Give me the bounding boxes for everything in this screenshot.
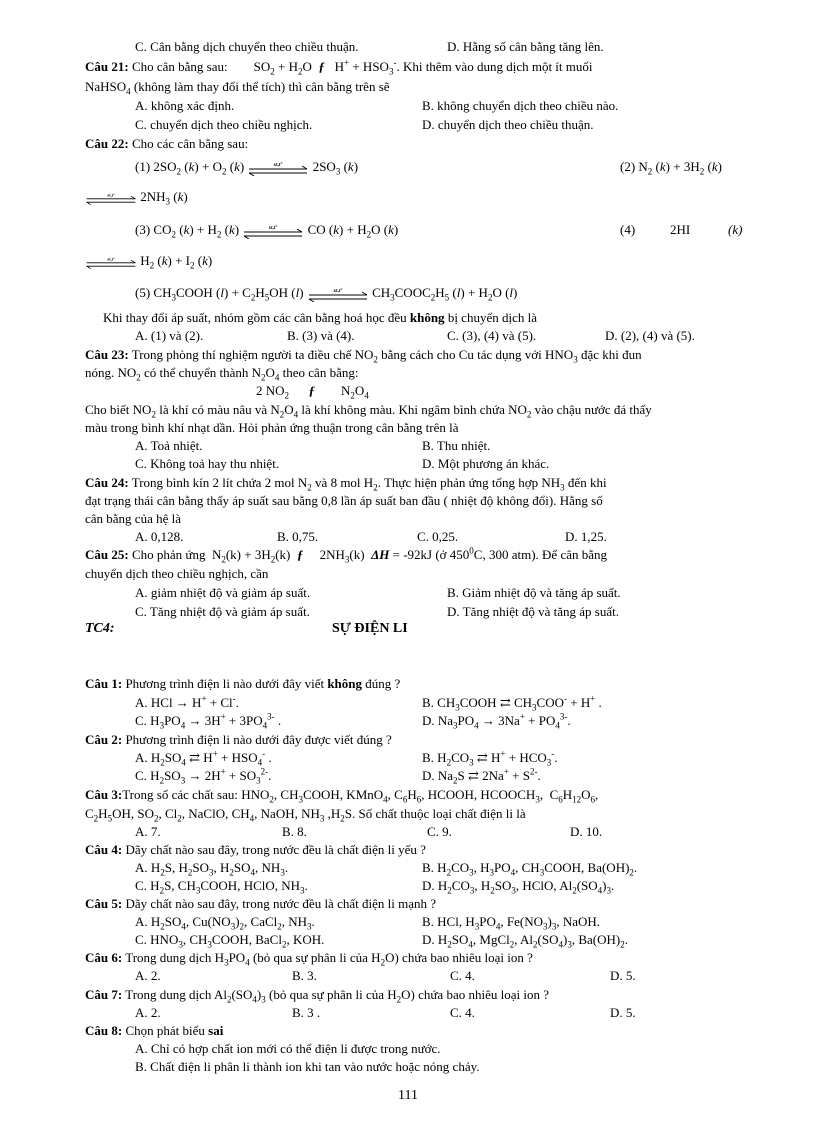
question-21-option-c: C. chuyển dịch theo chiều nghịch. bbox=[135, 117, 313, 132]
question-21-text2: Khi thêm vào dung dịch một ít muối bbox=[402, 59, 593, 74]
reaction-4-right: $H_2$ $(k) + I_2$ (k) bbox=[85, 252, 212, 272]
s-question-7-option-c: C. 4. bbox=[450, 1005, 475, 1020]
question-22-option-c: C. (3), (4) và (5). bbox=[447, 328, 537, 343]
reaction-1: (1) $2SO_2$ $(k) + O_2$ (k) $2SO_3$ (k) bbox=[135, 159, 359, 177]
s-question-5-option-d: D. $H_2SO_4$, MgCl$_2$, $Al_2(SO_4)_3$, $Ba(OH)_2$. bbox=[422, 932, 628, 950]
s-question-4-label: Câu 4: bbox=[85, 842, 123, 857]
question-24-option-c: C. 0,25. bbox=[417, 529, 459, 544]
reaction-2-right: $2NH_3$ (k) bbox=[85, 188, 188, 208]
s-question-4-option-b: B. $H_2CO_3$, $H_3PO_4$, $CH_3COOH$, $Ba(OH)_2$. bbox=[422, 860, 638, 878]
equilibrium-arrow-icon bbox=[85, 254, 137, 270]
s-question-2-label: Câu 2: bbox=[85, 732, 123, 747]
question-23-line2: nóng. $NO_2$ có thể chuyển thành $N_2O_4$ theo cân bằng: bbox=[85, 365, 359, 383]
s-question-5-option-b: B. HCl, $H_3PO_4$, $Fe(NO_3)_3$, NaOH. bbox=[422, 914, 600, 932]
s-question-6-option-d: D. 5. bbox=[610, 968, 636, 983]
reaction-3: (3) $CO_2$ $(k) + H_2$ (k) CO $(k) + H_2O$ (k) bbox=[135, 222, 399, 240]
s-question-7-option-a: A. 2. bbox=[135, 1005, 161, 1020]
s-question-3-line2: $C_2H_5OH$, $SO_2$, $Cl_2$, NaClO, $CH_4$, NaOH, $NH_3$ $,H_2S$. Số chất thuộc loại chất điện li là bbox=[85, 806, 526, 824]
question-21-line2: NaHSO$_4$ (không làm thay đổi thể tích) thì cân bằng trên sẽ bbox=[85, 79, 390, 97]
question-23-option-c: C. Không toả hay thu nhiệt. bbox=[135, 456, 280, 471]
question-22-line1 bbox=[85, 135, 248, 152]
equilibrium-arrow-icon bbox=[247, 160, 309, 176]
question-25-label: Câu 25: bbox=[85, 547, 129, 562]
section-code: TC4: bbox=[85, 621, 115, 636]
s-question-3-option-a: A. 7. bbox=[135, 824, 161, 839]
question-22-option-a: A. (1) và (2). bbox=[135, 328, 204, 343]
question-23-line3: Cho biết $NO_2$ là khí có màu nâu và $N_2O_4$ là khí không màu. Khi ngâm bình chứa $NO_2$ vào chậu nước đá thấy bbox=[85, 402, 652, 420]
prev-option-c: C. Cân bằng dịch chuyển theo chiều thuận. bbox=[135, 39, 359, 54]
s-question-6-option-a: A. 2. bbox=[135, 968, 161, 983]
s-question-3-option-d: D. 10. bbox=[570, 824, 603, 839]
question-23-line4: màu trong bình khí nhạt dần. Hỏi phản ứng thuận trong cân bằng trên là bbox=[85, 420, 459, 435]
question-21-label: Câu 21: bbox=[85, 59, 129, 74]
question-24-label: Câu 24: bbox=[85, 475, 129, 490]
question-21-option-d: D. chuyển dịch theo chiều thuận. bbox=[422, 117, 594, 132]
s-question-2-line1: Câu 2: Phương trình điện li nào dưới đây được viết đúng ? bbox=[85, 732, 392, 747]
s-question-1-label: Câu 1: bbox=[85, 676, 123, 691]
s-question-7-option-d: D. 5. bbox=[610, 1005, 636, 1020]
question-25-option-d: D. Tăng nhiệt độ và tăng áp suất. bbox=[447, 604, 619, 619]
s-question-2-option-d: D. $Na_2S$ ⇄ $2Na^+ + S^{2-}$. bbox=[422, 766, 541, 786]
question-22-prompt: Khi thay đổi áp suất, nhóm gồm các cân bằng hoá học đều không bị chuyển dịch là bbox=[103, 310, 537, 325]
s-question-8-option-a: A. Chỉ có hợp chất ion mới có thể điện li được trong nước. bbox=[135, 1041, 441, 1056]
s-question-8-line1: Câu 8: Chọn phát biểu sai bbox=[85, 1023, 224, 1038]
page-number: 111 bbox=[398, 1088, 418, 1103]
s-question-6-option-b: B. 3. bbox=[292, 968, 317, 983]
question-24-option-b: B. 0,75. bbox=[277, 529, 319, 544]
question-24-option-d: D. 1,25. bbox=[565, 529, 607, 544]
question-21-text: Cho cân bằng sau: bbox=[131, 59, 228, 74]
reaction-2-left: (2) $N_2$ $(k) + 3H_2$ (k) bbox=[620, 159, 722, 177]
s-question-8-option-b: B. Chất điện li phân li thành ion khi tan vào nước hoặc nóng chảy. bbox=[135, 1059, 480, 1074]
question-23-equation: 2 $NO_2$ ƒ $N_2O_4$ bbox=[256, 383, 369, 401]
question-21-option-a: A. không xác định. bbox=[135, 98, 235, 113]
question-22-option-d: D. (2), (4) và (5). bbox=[605, 328, 695, 343]
s-question-5-option-a: A. $H_2SO_4$, $Cu(NO_3)_2$, CaCl$_2$, $NH_3$. bbox=[135, 914, 315, 932]
s-question-1-option-a: A. HCl → H+ + Cl-. bbox=[135, 693, 239, 710]
s-question-7-label: Câu 7: bbox=[85, 987, 123, 1002]
s-question-3-label: Câu 3: bbox=[85, 787, 123, 802]
question-22-text: Cho các cân bằng sau: bbox=[131, 136, 249, 151]
question-23-line1: Câu 23: Trong phòng thí nghiệm người ta điều chế $NO_2$ bằng cách cho Cu tác dụng với $HNO_3$ đặc khi đun bbox=[85, 347, 642, 365]
question-21-option-b: B. không chuyển dịch theo chiều nào. bbox=[422, 98, 619, 113]
s-question-4-option-c: C. $H_2S$, $CH_3COOH$, HClO, $NH_3$. bbox=[135, 878, 308, 896]
s-question-5-option-c: C. $HNO_3$, $CH_3COOH$, BaCl$_2$, KOH. bbox=[135, 932, 325, 950]
s-question-4-option-d: D. $H_2CO_3$, $H_2SO_3$, HClO, $Al_2(SO_4)_3$. bbox=[422, 878, 615, 896]
question-22-label: Câu 22: bbox=[85, 136, 129, 151]
section-title: SỰ ĐIỆN LI bbox=[332, 621, 408, 636]
question-25-line2: chuyển dịch theo chiều nghịch, cần bbox=[85, 566, 269, 581]
s-question-6-option-c: C. 4. bbox=[450, 968, 475, 983]
reaction-4-num: (4) bbox=[620, 222, 636, 237]
s-question-8-label: Câu 8: bbox=[85, 1023, 123, 1038]
s-question-5-label: Câu 5: bbox=[85, 896, 123, 911]
s-question-1-option-d: D. $Na_3PO_4 \to 3Na^+ + PO_4^{3-}$. bbox=[422, 711, 571, 731]
s-question-5-line1: Câu 5: Dãy chất nào sau đây, trong nước đều là chất điện li mạnh ? bbox=[85, 896, 436, 911]
s-question-3-option-c: C. 9. bbox=[427, 824, 452, 839]
s-question-1-line1: Câu 1: Phương trình điện li nào dưới đây viết không đúng ? bbox=[85, 676, 401, 691]
question-24-line2: đạt trạng thái cân bằng thấy áp suất sau bằng 0,8 lần áp suất ban đầu ( nhiệt độ không đổi). Hằng số bbox=[85, 493, 603, 508]
equilibrium-arrow-icon bbox=[307, 286, 369, 302]
question-24-line3: cân bằng của hệ là bbox=[85, 511, 182, 526]
question-24-option-a: A. 0,128. bbox=[135, 529, 184, 544]
question-23-option-b: B. Thu nhiệt. bbox=[422, 438, 491, 453]
question-25-option-b: B. Giảm nhiệt độ và tăng áp suất. bbox=[447, 585, 621, 600]
s-question-7-line1: Câu 7: Trong dung dịch $Al_2(SO_4)_3$ (bỏ qua sự phân li của $H_2O$) chứa bao nhiêu loại ion ? bbox=[85, 987, 549, 1005]
question-23-option-a: A. Toả nhiệt. bbox=[135, 438, 203, 453]
question-25-line1: Câu 25: Cho phản ứng $N_2(k) + 3H_2(k)$ ƒ $2NH_3(k) \Delta H = -92kJ$ (ở $450^0C$, 300 atm). Để cân bằng bbox=[85, 545, 608, 565]
s-question-2-option-b: B. $H_2CO_3$ ⇄ $H^+ + HCO_3^-$. bbox=[422, 748, 558, 768]
s-question-1-option-b: B. $CH_3COOH$ ⇄ $CH_3COO^- + H^+$ . bbox=[422, 693, 602, 713]
question-22-option-b: B. (3) và (4). bbox=[287, 328, 355, 343]
question-23-label: Câu 23: bbox=[85, 347, 129, 362]
reaction-5: (5) $CH_3COOH$ $(l) + C_2H_5OH$ (l) $CH_3COOC_2H_5$ $(l) + H_2O$ (l) bbox=[135, 285, 518, 303]
s-question-2-option-c: C. $H_2SO_3 \to 2H^+ + SO_3^{2-}$. bbox=[135, 766, 272, 786]
question-21-line1 bbox=[85, 58, 593, 75]
s-question-3-line1: Câu 3:Trong số các chất sau: $HNO_2$, $CH_3COOH$, KMnO$_4$, $C_6H_6$, HCOOH, $HCOOCH_3$, $C_6H_{12}O_6$, bbox=[85, 787, 599, 805]
prev-option-d: D. Hằng số cân bằng tăng lên. bbox=[447, 39, 604, 54]
reaction-4-hi: 2HI bbox=[670, 222, 691, 237]
s-question-4-line1: Câu 4: Dãy chất nào sau đây, trong nước đều là chất điện li yếu ? bbox=[85, 842, 426, 857]
s-question-3-option-b: B. 8. bbox=[282, 824, 307, 839]
s-question-4-option-a: A. $H_2S$, $H_2SO_3$, $H_2SO_4$, $NH_3$. bbox=[135, 860, 289, 878]
s-question-6-line1: Câu 6: Trong dung dịch $H_3PO_4$ (bỏ qua sự phân li của $H_2O$) chứa bao nhiêu loại ion ? bbox=[85, 950, 533, 968]
equilibrium-arrow-icon bbox=[242, 223, 304, 239]
s-question-7-option-b: B. 3 . bbox=[292, 1005, 321, 1020]
question-24-line1: Câu 24: Trong bình kín 2 lít chứa 2 mol $N_2$ và 8 mol $H_2$. Thực hiện phản ứng tổng hợp $NH_3$ đến khi bbox=[85, 475, 607, 493]
question-25-option-c: C. Tăng nhiệt độ và giảm áp suất. bbox=[135, 604, 310, 619]
question-23-option-d: D. Một phương án khác. bbox=[422, 456, 550, 471]
s-question-1-option-c: C. $H_3PO_4 \to 3H^+ + 3PO_4^{3-}$ . bbox=[135, 711, 282, 731]
equilibrium-arrow-icon bbox=[85, 190, 137, 206]
s-question-6-label: Câu 6: bbox=[85, 950, 123, 965]
question-21-equation: $SO_2 + H_2O$ ƒ $H^+ + HSO_3^-$. bbox=[253, 57, 400, 77]
question-25-option-a: A. giảm nhiệt độ và giảm áp suất. bbox=[135, 585, 311, 600]
s-question-2-option-a: A. $H_2SO_4$ ⇄ $H^+ + HSO_4^-$ . bbox=[135, 748, 272, 768]
reaction-4-phase: (k) bbox=[728, 222, 743, 237]
